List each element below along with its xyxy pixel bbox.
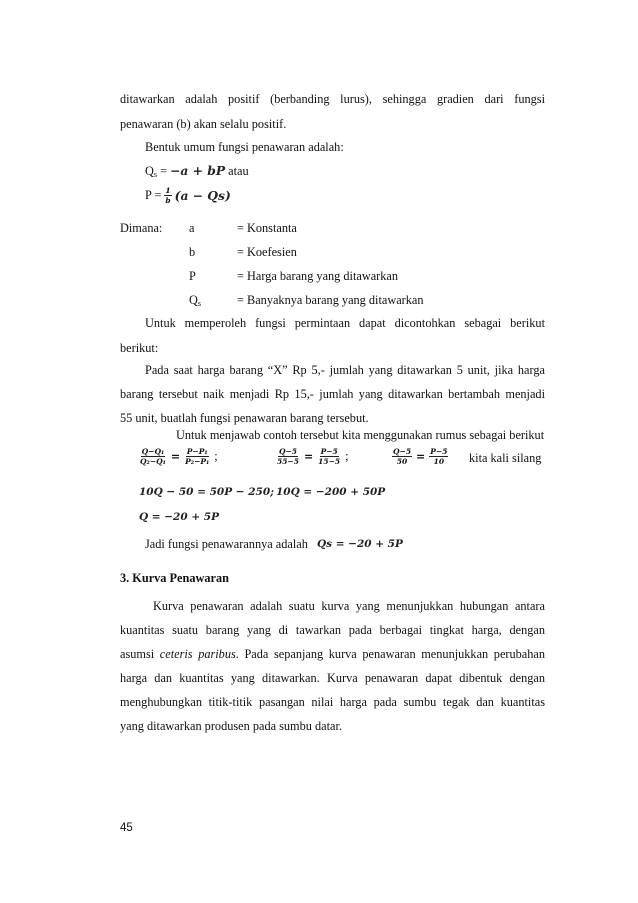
paragraph-line: ditawarkan adalah positif (berbanding lurus), sehingga gradien dari fungsi [120,92,545,106]
p-label: P = [145,188,162,202]
frac-num: Q−5 [278,447,297,456]
general-form-intro: Bentuk umum fungsi penawaran adalah: [145,140,344,154]
or-text: atau [228,164,249,178]
section-heading: 3. Kurva Penawaran [120,571,229,585]
paragraph-line: 55 unit, buatlah fungsi penawaran barang tersebut. [120,411,369,425]
p-formula-line [145,186,231,205]
def-symbol: b [189,245,196,259]
p-fraction [164,186,171,205]
fraction [139,447,167,466]
paragraph-line: Kurva penawaran adalah suatu kurva yang menunjukkan hubungan antara [153,599,545,613]
def-meaning: = Banyaknya barang yang ditawarkan [237,293,424,307]
p-frac-num: 1 [165,186,171,195]
qs-label: $Q_s$ = [145,164,168,179]
frac-num: P−P₁ [186,447,208,456]
paragraph-line [120,647,545,662]
fraction [276,447,300,466]
frac-num: P−5 [320,447,338,456]
frac-den: 55−5 [277,457,299,466]
definitions-heading: Dimana: [120,221,163,235]
paragraph-line: penawaran (b) akan selalu positif. [120,117,287,131]
equals-sign: = [170,450,181,463]
qs-formula-line [145,163,249,179]
cross-multiply-note: kita kali silang [469,451,542,465]
equals-sign: = [303,450,314,463]
equation-simplified [392,447,448,466]
separator: ; [345,449,349,463]
fraction [317,447,341,466]
fraction [392,447,412,466]
paragraph-line: Pada saat harga barang “X” Rp 5,- jumlah yang ditawarkan 5 unit, jika harga [145,363,545,377]
frac-num: Q−Q₁ [141,447,165,456]
equation-substituted [276,447,349,466]
paragraph-line: yang ditawarkan produsen pada sumbu datar. [120,719,342,733]
p-frac-den: b [165,196,171,205]
def-meaning: = Koefesien [237,245,297,259]
text-run: . Pada sepanjang kurva penawaran menunjukkan perubahan [235,647,546,661]
def-symbol: P [189,269,196,283]
conclusion-formula: Qs = −20 + 5P [317,538,403,550]
fraction [429,447,448,466]
equation-step: 10Q = −200 + 50P [276,486,386,498]
paragraph-line: Untuk menjawab contoh tersebut kita menggunakan rumus sebagai berikut [176,428,545,442]
def-symbol: a [189,221,195,235]
conclusion-text: Jadi fungsi penawarannya adalah [145,537,308,551]
paragraph-line: harga dan kuantitas yang ditawarkan. Kurva penawaran dapat dibentuk dengan [120,671,545,685]
frac-den: 10 [433,457,445,466]
page-number: 45 [120,822,133,834]
equals-sign: = [416,450,426,463]
frac-num: Q−5 [393,447,412,456]
text-run: asumsi [120,647,155,661]
paragraph-line: barang tersebut naik menjadi Rp 15,- jumlah yang ditawarkan bertambah menjadi [120,387,545,401]
frac-den: P₂−P₁ [185,457,210,466]
paragraph-line: berikut: [120,341,159,355]
frac-num: P−5 [430,447,448,456]
def-meaning: = Konstanta [237,221,297,235]
paragraph-line: menghubungkan titik-titik pasangan nilai harga pada sumbu tegak dan kuantitas [120,695,545,709]
qs-formula: −a + bP [170,163,226,178]
italic-term: ceteris paribus [159,647,236,661]
frac-den: 15−5 [318,457,341,466]
frac-den: Q₂−Q₁ [140,457,166,466]
paragraph-line: kuantitas suatu barang yang di tawarkan pada berbagai tingkat harga, dengan [120,623,545,637]
def-symbol: $Q_s$ [189,293,202,308]
separator: ; [214,449,218,463]
def-meaning: = Harga barang yang ditawarkan [237,269,399,283]
equation-general [139,447,218,466]
equation-step: Q = −20 + 5P [139,511,219,523]
p-formula: (a − Qs) [174,188,231,203]
fraction [184,447,210,466]
frac-den: 50 [396,457,408,466]
paragraph-line: Untuk memperoleh fungsi permintaan dapat dicontohkan sebagai berikut [145,316,545,330]
equation-step: 10Q − 50 = 50P − 250; [139,486,274,498]
